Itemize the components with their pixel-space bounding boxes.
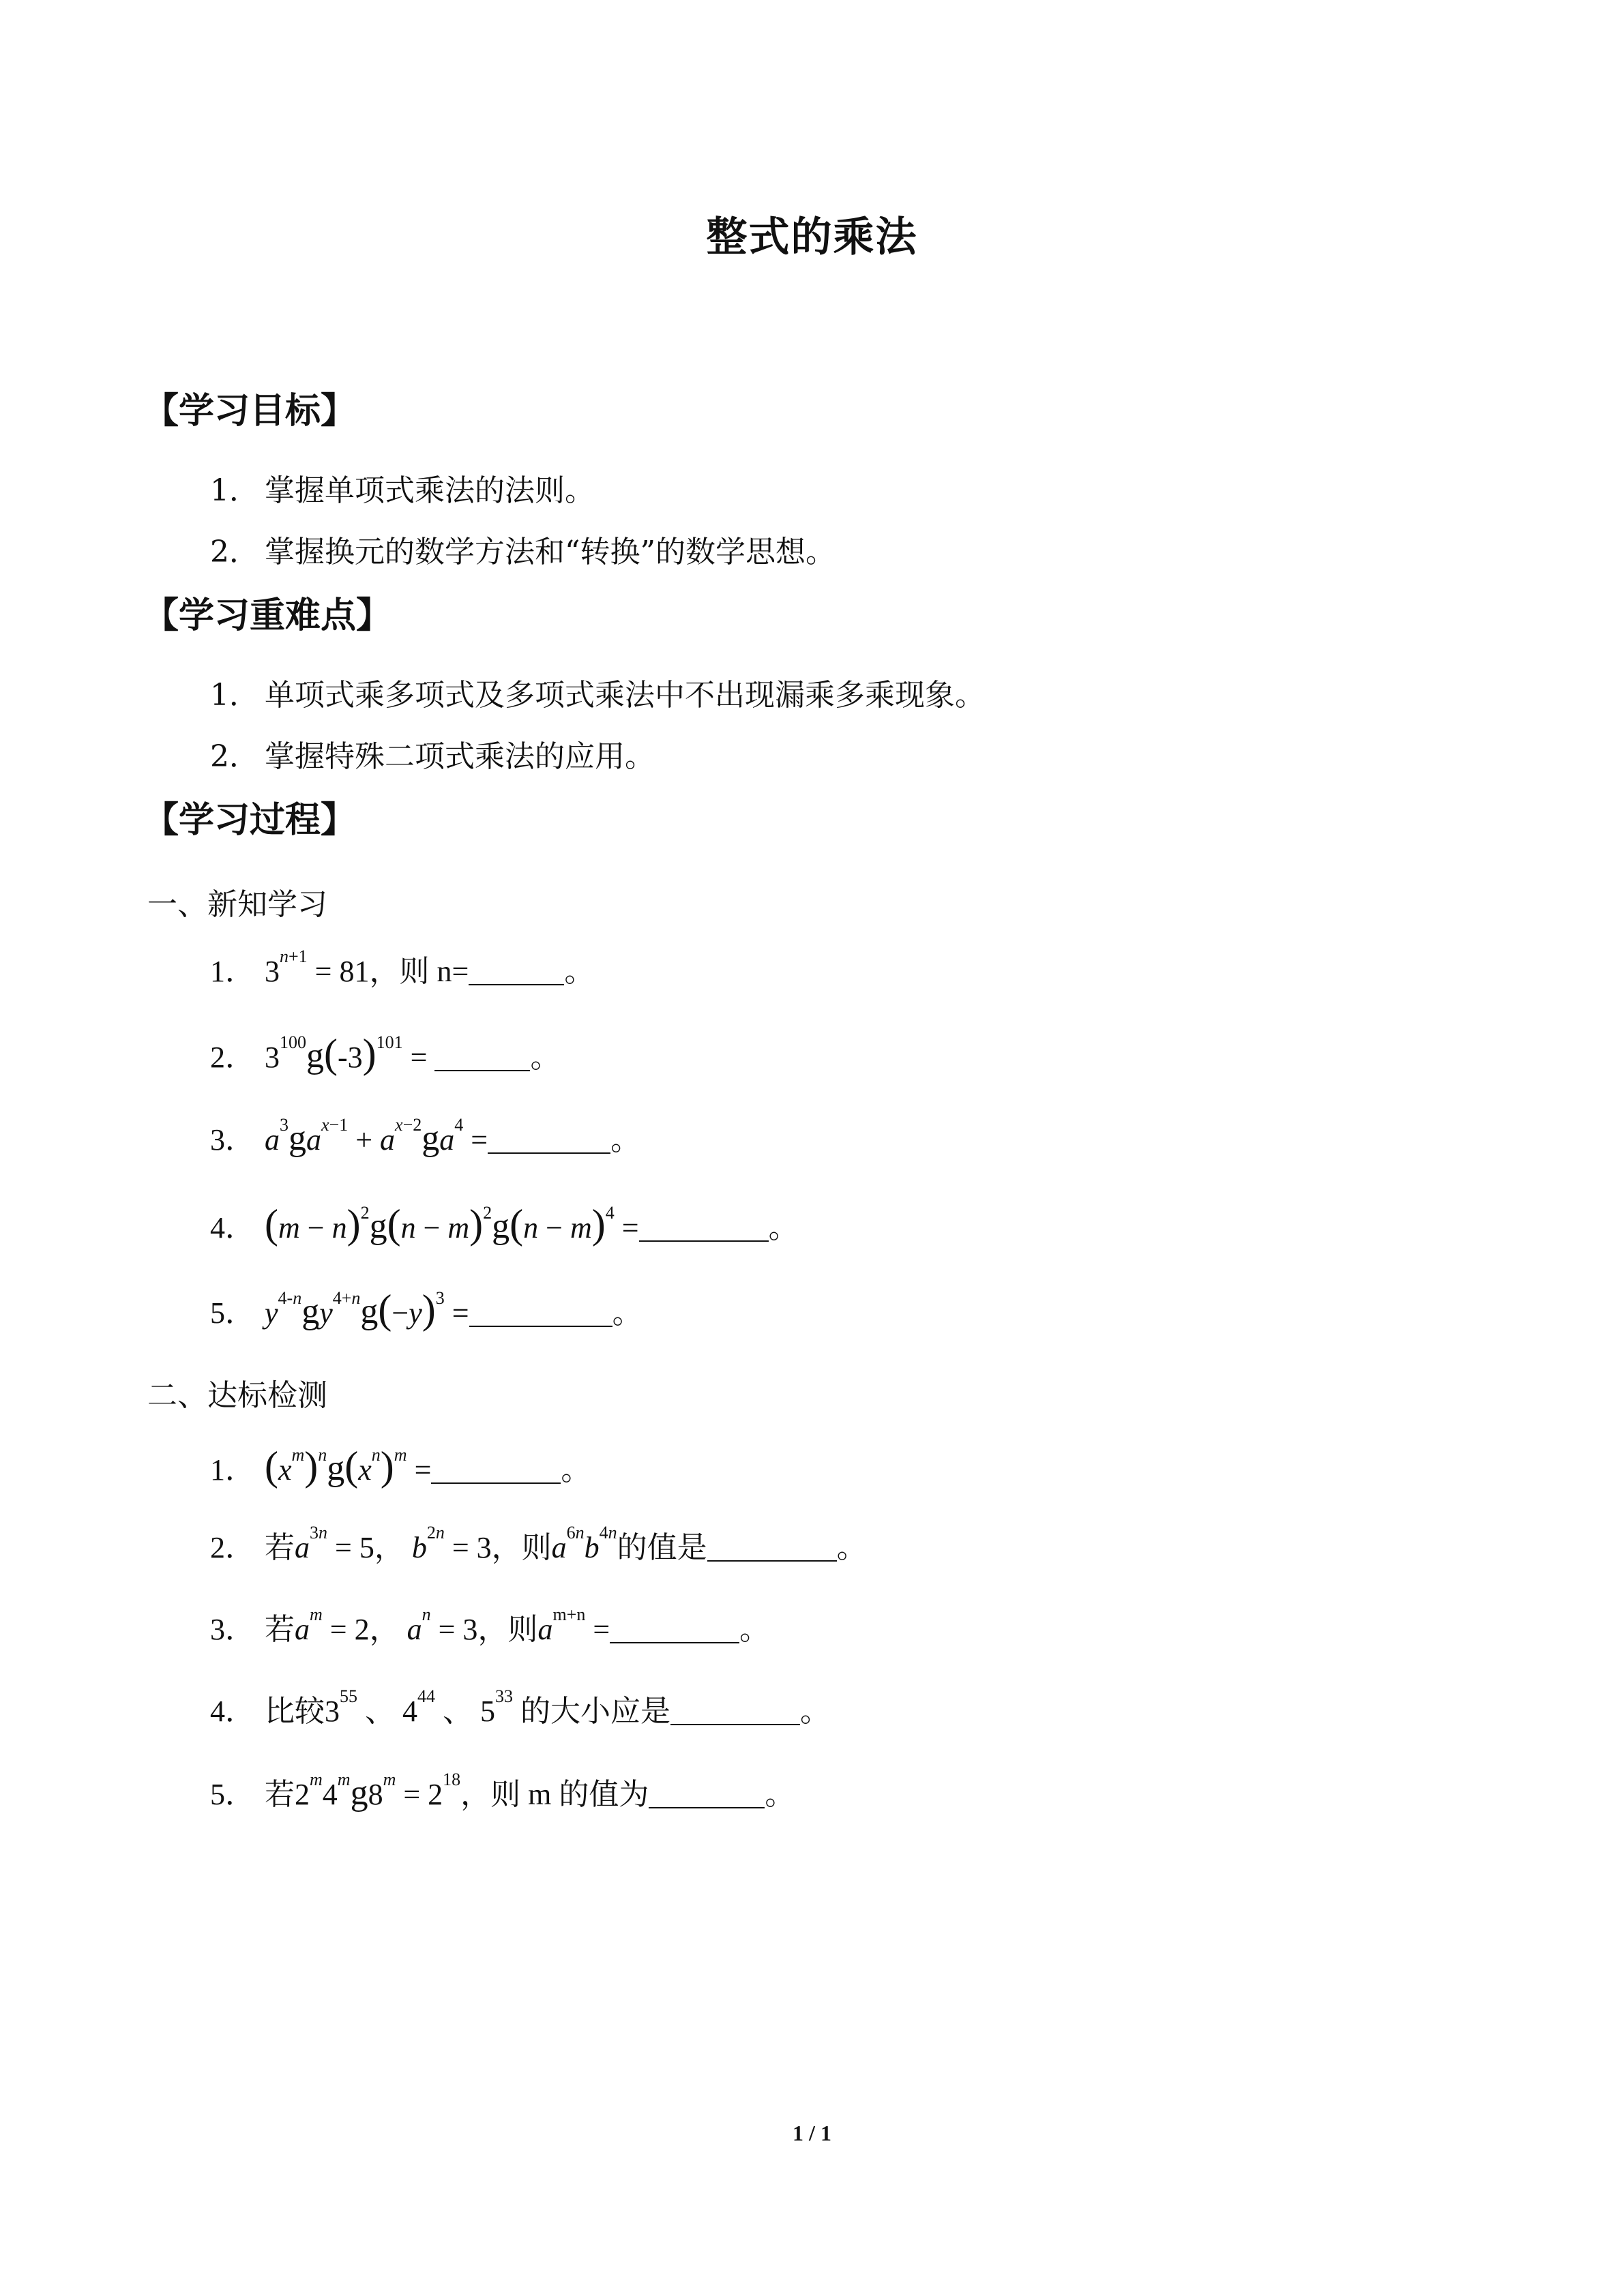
- assessment-question-5: 5． 若$2^m4^mg8^m = 2^{18}$，则 m 的值为 。: [210, 1773, 795, 1815]
- item-number: 1．: [210, 955, 255, 988]
- page-number: 1 / 1: [793, 2121, 831, 2145]
- period: 。: [739, 1613, 770, 1646]
- key-point-item-2: [210, 736, 655, 777]
- item-number: 3．: [210, 1613, 255, 1646]
- period: 。: [610, 1123, 641, 1157]
- new-knowledge-question-3: 3． $a^3ga^{x-1} + a^{x-2}ga^4$ = 。: [210, 1118, 640, 1161]
- question-text: ，则: [491, 1531, 552, 1564]
- assessment-question-3: 3． 若$a^m = 2$， $a^n = 3$，则$a^{m+n}$ = 。: [210, 1609, 769, 1650]
- question-text: ，则 m 的值为: [460, 1778, 649, 1811]
- subheading-new-knowledge: 一、新知学习: [147, 887, 327, 922]
- period: 。: [836, 1531, 867, 1564]
- goal-item-1: [210, 471, 595, 511]
- answer-blank[interactable]: [610, 1615, 739, 1643]
- separator: 、: [443, 1695, 473, 1728]
- assessment-question-1: 1． $(x^m)^ng(x^n)^m$ = 。: [210, 1446, 591, 1491]
- key-point-item-1: [210, 675, 985, 716]
- question-text: 若: [265, 1531, 295, 1564]
- question-text: ，则 n=: [369, 955, 469, 988]
- item-number: 1．: [210, 1453, 255, 1487]
- answer-blank[interactable]: [707, 1533, 837, 1562]
- section-heading-key-points: 【学习重难点】: [143, 595, 392, 636]
- page-title: 整式的乘法: [706, 213, 918, 261]
- separator: 、: [365, 1695, 395, 1728]
- item-number: 1．: [210, 678, 259, 713]
- period: 。: [768, 1211, 799, 1244]
- item-text: 掌握单项式乘法的法则。: [265, 473, 595, 508]
- period: 。: [530, 1041, 561, 1074]
- answer-blank[interactable]: [488, 1125, 610, 1154]
- period: 。: [800, 1695, 830, 1728]
- answer-blank[interactable]: [639, 1213, 769, 1242]
- comma: ，: [374, 1531, 404, 1564]
- item-number: 2．: [210, 1041, 255, 1074]
- section-heading-process: 【学习过程】: [143, 800, 357, 841]
- item-text: 单项式乘多项式及多项式乘法中不出现漏乘多乘现象。: [265, 678, 985, 713]
- question-text: 比较: [265, 1695, 325, 1728]
- answer-blank[interactable]: [649, 1780, 765, 1808]
- question-text: 若: [265, 1778, 295, 1811]
- item-number: 5．: [210, 1296, 255, 1330]
- period: 。: [612, 1296, 643, 1330]
- item-number: 2．: [210, 1531, 255, 1564]
- item-number: 4．: [210, 1695, 255, 1728]
- new-knowledge-question-5: 5． $y^{4-n}gy^{4+n}g(-y)^3$ = 。: [210, 1289, 643, 1334]
- subheading-assessment: 二、达标检测: [147, 1378, 327, 1413]
- new-knowledge-question-1: 1． $3^{n+1} = 81$，则 n= 。: [210, 951, 594, 992]
- assessment-question-4: 4． 比较$3^{55}$ 、 $4^{44}$ 、 $5^{33}$ 的大小应是 。: [210, 1691, 830, 1732]
- item-text: 掌握换元的数学方法和“转换”的数学思想。: [265, 535, 836, 569]
- item-number: 2．: [210, 739, 259, 774]
- question-text: 的值是: [617, 1531, 707, 1564]
- goal-item-2: [210, 532, 836, 573]
- period: 。: [561, 1453, 591, 1487]
- comma: ，: [369, 1613, 400, 1646]
- new-knowledge-question-2: 2． $3^{100}g(-3)^{101}$ = 。: [210, 1033, 560, 1078]
- question-text: ，则: [477, 1613, 538, 1646]
- answer-blank[interactable]: [434, 1043, 530, 1071]
- assessment-question-2: 2． 若$a^{3n} = 5$， $b^{2n} = 3$，则$a^{6n}b^{4n}$的值是 。: [210, 1527, 867, 1568]
- new-knowledge-question-4: 4． $(m - n)^2g(n - m)^2g(n - m)^4$ = 。: [210, 1204, 799, 1249]
- period: 。: [564, 955, 595, 988]
- item-number: 1．: [210, 473, 259, 508]
- item-number: 4．: [210, 1211, 255, 1244]
- question-text: 的大小应是: [520, 1695, 670, 1728]
- answer-blank[interactable]: [469, 1298, 612, 1327]
- answer-blank[interactable]: [670, 1697, 800, 1725]
- item-number: 3．: [210, 1123, 255, 1157]
- period: 。: [765, 1778, 795, 1811]
- question-text: 若: [265, 1613, 295, 1646]
- answer-blank[interactable]: [431, 1455, 561, 1484]
- answer-blank[interactable]: [469, 957, 564, 985]
- item-number: 5．: [210, 1778, 255, 1811]
- section-heading-goals: 【学习目标】: [143, 391, 357, 432]
- item-number: 2．: [210, 535, 259, 569]
- item-text: 掌握特殊二项式乘法的应用。: [265, 739, 655, 774]
